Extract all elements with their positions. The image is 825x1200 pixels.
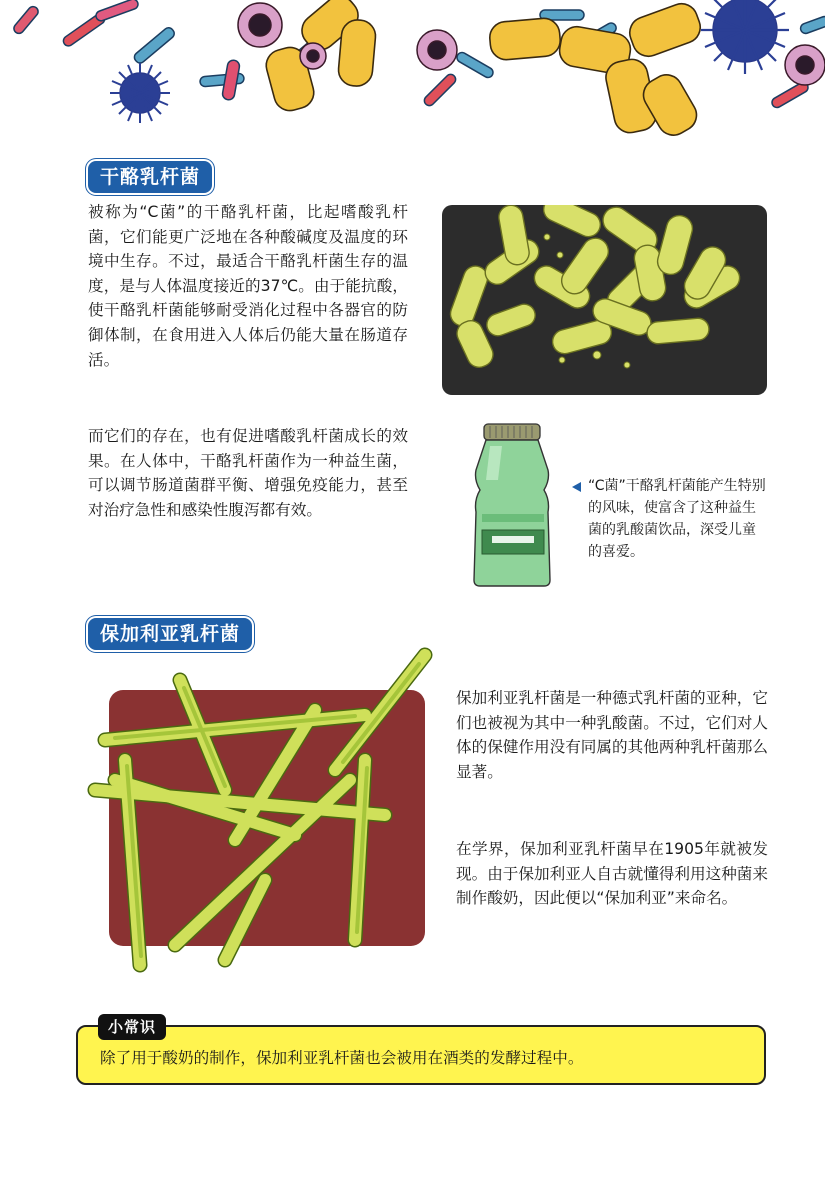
yogurt-drink-bottle-illustration bbox=[462, 420, 562, 590]
section-title-bulgaricus: 保加利亚乳杆菌 bbox=[88, 618, 252, 650]
bottle-caption: “C菌”干酪乳杆菌能产生特别的风味，使富含了这种益生菌的乳酸菌饮品，深受儿童的喜爱。 bbox=[588, 478, 766, 560]
lactobacillus-bulgaricus-illustration bbox=[85, 640, 435, 980]
bacteria-banner-illustration bbox=[0, 0, 825, 140]
tip-label: 小常识 bbox=[98, 1014, 166, 1040]
section-title-casei: 干酪乳杆菌 bbox=[88, 161, 212, 193]
bulgaricus-paragraph-1: 保加利亚乳杆菌是一种德式乳杆菌的亚种，它们也被视为其中一种乳酸菌。不过，它们对人体的保健作用没有同属的其他两种乳杆菌那么显著。 bbox=[456, 689, 768, 781]
bulgaricus-paragraph-2: 在学界，保加利亚乳杆菌早在1905年就被发现。由于保加利亚人自古就懂得利用这种菌来制作酸奶，因此便以“保加利亚”来命名。 bbox=[456, 840, 768, 908]
tip-text: 除了用于酸奶的制作，保加利亚乳杆菌也会被用在酒类的发酵过程中。 bbox=[100, 1049, 584, 1067]
casei-paragraph-1: 被称为“C菌”的干酪乳杆菌，比起嗜酸乳杆菌，它们能更广泛地在各种酸碱度及温度的环境中生存。不过，最适合干酪乳杆菌生存的温度，是与人体温度接近的37℃。由于能抗酸，使干酪乳杆菌能够耐受消化过程中各器官的防御体制，在食用进入人体后仍能大量在肠道存活。 bbox=[88, 203, 408, 369]
casei-paragraph-2: 而它们的存在，也有促进嗜酸乳杆菌成长的效果。在人体中，干酪乳杆菌作为一种益生菌，可以调节肠道菌群平衡、增强免疫能力，甚至对治疗急性和感染性腹泻都有效。 bbox=[88, 427, 408, 519]
caption-pointer-icon bbox=[570, 481, 582, 493]
lactobacillus-casei-illustration bbox=[442, 205, 767, 395]
